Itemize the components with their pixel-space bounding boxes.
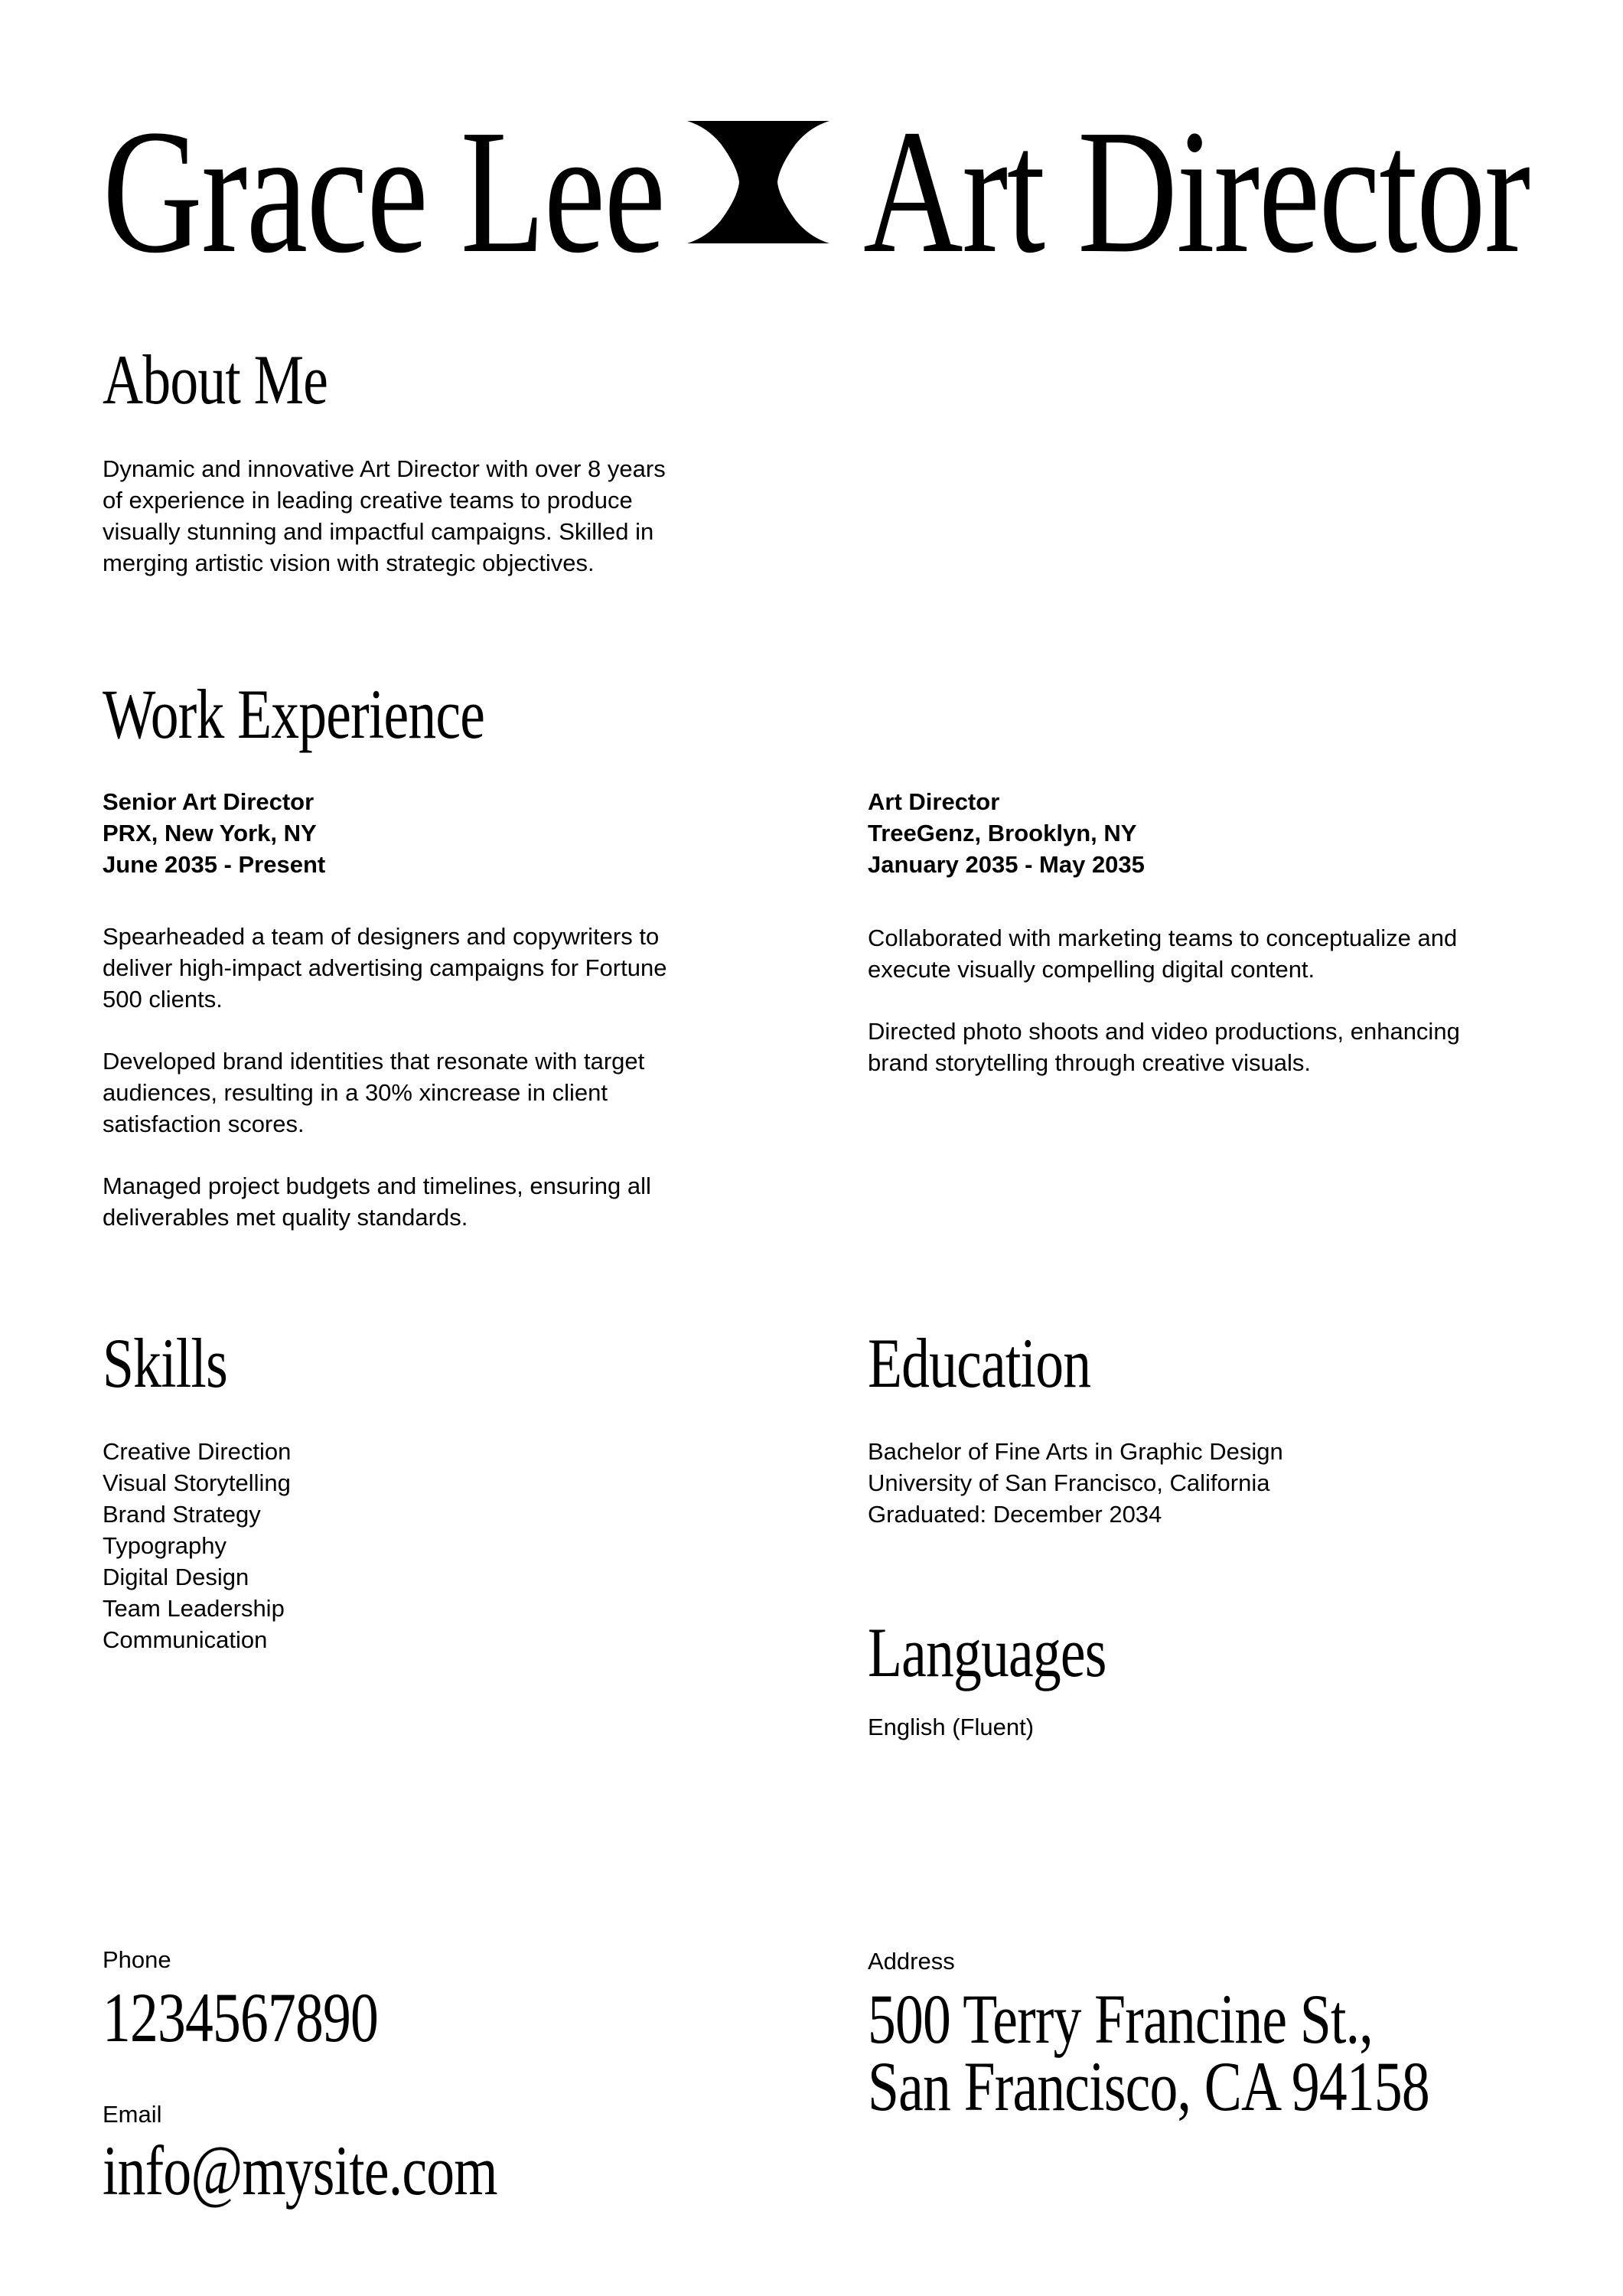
job-bullet [868,1016,1460,1078]
job-company: TreeGenz, Brooklyn, NY [868,820,1137,846]
phone-label: Phone [103,1946,171,1973]
job-dates: June 2035 - Present [103,851,326,878]
skill-item: Digital Design [103,1564,249,1590]
work-heading: Work Experience [103,675,485,753]
languages-heading: Languages [868,1613,1106,1691]
job-description [868,922,1460,1078]
email-value[interactable]: info@mysite.com [103,2131,497,2210]
education-heading: Education [868,1324,1091,1402]
job-bullet-line: Spearheaded a team of designers and copywriters to [103,923,660,950]
skills-heading: Skills [103,1324,227,1402]
job-description [103,921,666,1233]
job-header [103,786,325,880]
job-bullet-line: execute visually compelling digital content. [868,956,1315,983]
job-header [868,786,1145,880]
phone-value[interactable]: 1234567890 [103,1978,378,2056]
job-company: PRX, New York, NY [103,820,317,846]
skill-item: Communication [103,1626,268,1653]
job-bullet-line: Collaborated with marketing teams to conceptualize and [868,925,1458,951]
skill-item: Team Leadership [103,1595,285,1622]
skill-item: Brand Strategy [103,1501,261,1528]
job-bullet [868,922,1460,985]
job-bullet-line: audiences, resulting in a 30% xincrease in client [103,1079,608,1106]
about-line: visually stunning and impactful campaigns. Skilled in [103,518,654,545]
job-bullet [103,1045,666,1140]
job-title: Senior Art Director [103,788,314,815]
about-heading: About Me [103,341,328,419]
job-bullet-line: deliverables met quality standards. [103,1204,468,1231]
job-bullet-line: Managed project budgets and timelines, ensuring all [103,1172,651,1199]
hourglass-icon [687,121,829,243]
job-bullet [103,921,666,1015]
name-title: Grace Lee [103,93,665,290]
address-label: Address [868,1948,955,1975]
job-bullet-line: deliver high-impact advertising campaigns for Fortune [103,954,667,981]
language-item: English (Fluent) [868,1714,1035,1740]
job-bullet-line: satisfaction scores. [103,1110,305,1137]
role-title: Art Director [863,93,1530,290]
about-line: Dynamic and innovative Art Director with over 8 years [103,455,666,482]
about-line: merging artistic vision with strategic objectives. [103,550,595,576]
education-degree: Bachelor of Fine Arts in Graphic Design [868,1438,1283,1465]
job-title: Art Director [868,788,1000,815]
address-line: San Francisco, CA 94158 [868,2047,1429,2125]
job-bullet-line: Developed brand identities that resonate with target [103,1048,645,1075]
job-bullet-line: Directed photo shoots and video productions, enhancing [868,1018,1460,1045]
address-line: 500 Terry Francine St., [868,1980,1373,2058]
address-value [868,1980,1429,2125]
about-line: of experience in leading creative teams to produce [103,487,633,514]
skill-item: Creative Direction [103,1438,292,1465]
job-bullet-line: 500 clients. [103,986,223,1013]
job-bullet [103,1170,666,1233]
education-details [868,1436,1283,1530]
job-dates: January 2035 - May 2035 [868,851,1145,878]
languages-list [868,1711,1034,1743]
job-bullet-line: brand storytelling through creative visuals. [868,1049,1311,1076]
skill-item: Typography [103,1532,227,1559]
skill-item: Visual Storytelling [103,1469,291,1496]
education-graduated: Graduated: December 2034 [868,1501,1162,1528]
education-school: University of San Francisco, California [868,1469,1270,1496]
about-text [103,453,666,579]
email-label: Email [103,2101,162,2128]
skills-list [103,1436,291,1655]
